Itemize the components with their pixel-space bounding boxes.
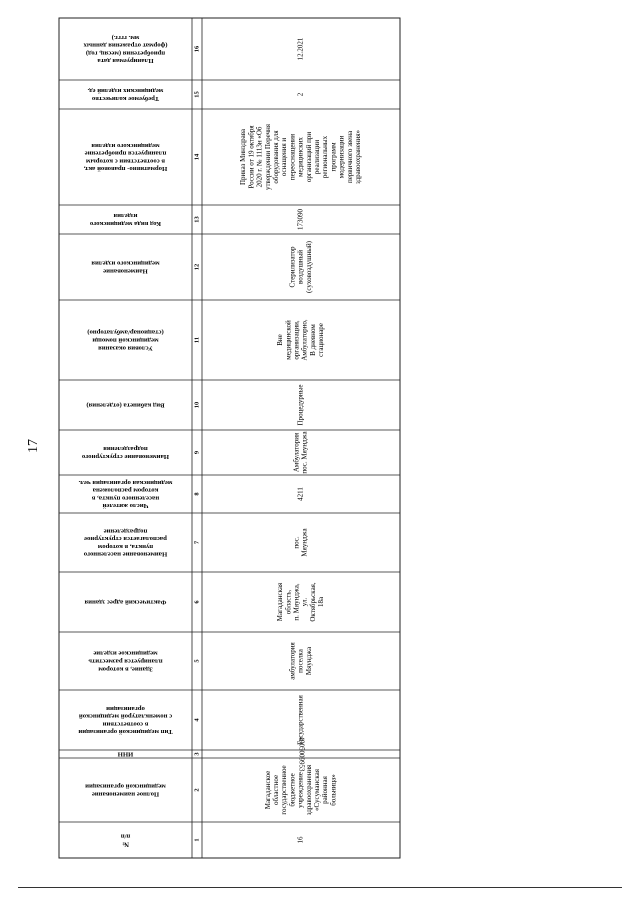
column-header-4-line: с номенклатурой медицинской <box>78 712 173 720</box>
cell-value-2-line: Магаданское <box>263 770 272 810</box>
column-number-16: 16 <box>193 45 201 53</box>
cell-value-5-line: Мяунджа <box>304 646 313 676</box>
column-header-11 <box>87 329 164 352</box>
column-header-4-line: в соответствии <box>102 720 149 728</box>
column-header-12-line: медицинского изделия <box>91 259 160 267</box>
column-header-14 <box>83 142 167 172</box>
cell-value-9 <box>293 431 309 474</box>
cell-value-2-line: районная <box>321 776 330 804</box>
cell-value-14-line: переоснащения <box>288 133 297 181</box>
column-number-12: 12 <box>193 263 201 271</box>
cell-value-6-line: Октябрьская, <box>308 582 317 622</box>
column-header-13-line: Код вида медицинского <box>89 219 162 227</box>
column-number-14: 14 <box>193 153 201 161</box>
column-header-9-line: Наименование структурного <box>81 452 170 460</box>
column-header-6 <box>84 598 166 605</box>
cell-value-14-line: реализации <box>313 139 322 175</box>
column-header-8-line: медицинская организация чел. <box>78 478 173 486</box>
column-header-13 <box>89 212 161 227</box>
cell-value-2-line: здравоохранения <box>304 764 313 816</box>
column-header-15 <box>87 87 163 102</box>
column-header-5-line: Здание, в котором <box>98 665 153 673</box>
column-header-11-line: Условия оказания <box>98 344 153 352</box>
column-header-8-line: котором расположена <box>92 486 159 494</box>
cell-value-6 <box>276 582 325 622</box>
cell-value-11 <box>276 319 325 361</box>
column-number-5: 5 <box>193 659 201 663</box>
cell-value-2-line: «Сусуманская <box>313 769 322 811</box>
cell-value-13-line: 173090 <box>296 209 305 230</box>
column-header-4 <box>78 705 172 735</box>
column-header-7 <box>83 527 167 557</box>
column-header-14-line: планируется приобретение <box>84 149 167 157</box>
column-header-2 <box>85 783 166 798</box>
column-header-3-line: ИНН <box>117 750 134 758</box>
cell-value-2-line: государственное <box>280 765 289 815</box>
cell-value-2-line: бюджетное <box>288 773 297 807</box>
cell-value-3-line: 4905009953 <box>297 736 306 772</box>
cell-value-14-line: региональных <box>321 135 330 179</box>
cell-value-14-line: Приказ Минздрава <box>239 128 248 186</box>
cell-value-12 <box>288 240 312 293</box>
cell-value-9-line: пос. Мяунджа <box>300 431 309 474</box>
column-header-2-line: Полное наименование <box>91 790 160 798</box>
column-header-11-line: (стационар/амбулаторно) <box>87 328 164 336</box>
cell-value-11-line: Амбулаторно, <box>300 319 309 361</box>
column-header-8 <box>78 479 172 509</box>
cell-value-1-line: 16 <box>296 836 305 844</box>
cell-value-11-line: стационаре <box>317 323 326 357</box>
cell-value-13 <box>297 209 305 231</box>
cell-value-9-line: Амбулатория <box>292 432 301 473</box>
cell-value-14-line: медицинских <box>296 137 305 177</box>
cell-value-2-line: областное <box>272 774 281 806</box>
column-header-1-line: п/п <box>120 832 131 840</box>
column-header-16-line: (формат отражения данных <box>83 41 168 49</box>
column-header-3 <box>117 750 133 757</box>
cell-value-2 <box>264 764 338 815</box>
cell-value-11-line: медицинской <box>284 320 293 360</box>
cell-value-7-line: Мяунджа <box>300 528 309 557</box>
cell-value-14-line: России от 19 октября <box>247 125 256 189</box>
column-number-1: 1 <box>193 838 201 842</box>
column-header-12 <box>91 260 160 275</box>
column-number-3: 3 <box>193 752 201 756</box>
column-header-8-line: Число жителей <box>102 502 149 510</box>
column-header-5-line: планируется разместить <box>88 657 163 665</box>
column-number-9: 9 <box>193 450 201 455</box>
cell-value-14-line: первичного звена <box>345 130 354 184</box>
column-number-6: 6 <box>193 600 201 604</box>
cell-value-14-line: 2020 г. № 1113н «Об <box>255 126 264 188</box>
column-header-9 <box>81 445 169 460</box>
cell-value-14-line: здравоохранения» <box>354 129 363 185</box>
column-header-12-line: Наименование <box>103 267 148 275</box>
page-number: 17 <box>26 439 41 453</box>
column-header-4-line: организации <box>106 704 145 712</box>
cell-value-6-line: п. Мяунджа, <box>292 583 301 621</box>
column-header-7-line: подразделение <box>103 527 148 535</box>
cell-value-7-line: пос. <box>292 536 301 549</box>
cell-value-6-line: 18а <box>317 596 326 608</box>
cell-value-8-line: 4211 <box>296 487 305 501</box>
column-header-15-line: Требуемое количество <box>91 94 160 102</box>
cell-value-15-line: 2 <box>296 92 305 97</box>
column-header-16-line: приобретения (месяц, год) <box>85 49 166 57</box>
cell-value-14-line: оснащения и <box>280 137 289 177</box>
column-header-14-line: медицинского изделия <box>91 141 160 149</box>
cell-value-11-line: организации, <box>292 320 301 360</box>
cell-value-10-line: Процедурные <box>296 384 305 426</box>
column-header-11-line: медицинской помощи <box>92 336 159 344</box>
column-header-7-line: пункта, в котором <box>97 542 154 550</box>
cell-value-7 <box>293 528 309 557</box>
cell-value-5-line: амбулатория <box>288 642 297 680</box>
cell-value-11-line: Вне <box>276 334 285 346</box>
cell-value-4 <box>297 694 305 744</box>
column-number-2: 2 <box>193 788 201 792</box>
column-header-13-line: изделия <box>113 212 138 220</box>
column-header-16-line: мм. гггг.) <box>111 33 140 41</box>
column-header-10-line: Вид кабинета (отделения) <box>86 401 165 409</box>
cell-value-16 <box>297 37 305 60</box>
column-header-5-line: медицинское изделие <box>93 649 158 657</box>
column-number-13: 13 <box>193 216 201 223</box>
column-number-8: 8 <box>193 492 201 496</box>
cell-value-11-line: В дневном <box>308 324 317 356</box>
column-number-7: 7 <box>193 540 201 545</box>
column-header-1 <box>121 833 131 848</box>
column-header-4-line: Тип медицинской организации <box>78 728 173 736</box>
column-header-8-line: населенного пункта, в <box>91 494 160 502</box>
cell-value-5-line: поселка <box>296 649 305 673</box>
column-header-14-line: в соответствии с которым <box>85 157 166 165</box>
column-header-2-line: медицинской организации <box>85 782 166 790</box>
column-header-16-line: Планируемая дата <box>97 57 154 65</box>
column-number-11: 11 <box>193 336 201 344</box>
column-header-1-line: № <box>122 840 129 848</box>
cell-value-2-line: учреждение <box>296 772 305 808</box>
column-header-5 <box>88 650 163 673</box>
cell-value-14-line: утверждении Перечня <box>263 123 272 191</box>
column-header-7-line: располагается структурное <box>84 535 167 543</box>
cell-value-14 <box>239 123 362 190</box>
cell-value-14-line: организаций при <box>304 131 313 183</box>
column-number-15: 15 <box>193 91 201 98</box>
column-number-10: 10 <box>193 401 201 409</box>
column-header-16 <box>83 34 168 64</box>
cell-value-14-line: программ <box>329 142 338 172</box>
column-number-4: 4 <box>193 718 201 722</box>
cell-value-15 <box>297 92 305 96</box>
column-header-14-line: Нормативно- правовой акт, <box>83 165 168 173</box>
cell-value-14-line: оборудования для <box>272 130 281 184</box>
cell-value-12-line: воздушный <box>296 249 305 285</box>
bottom-rule <box>18 887 622 888</box>
cell-value-4-line: Государственная <box>296 695 305 745</box>
column-header-15-line: медицинских изделий ед. <box>87 87 164 95</box>
cell-value-6-line: область, <box>284 589 293 615</box>
cell-value-2-line: больница» <box>329 774 338 806</box>
column-header-9-line: подразделения <box>103 445 148 453</box>
cell-value-14-line: модернизации <box>337 135 346 179</box>
cell-value-6-line: Магаданская <box>276 582 285 622</box>
cell-value-12-line: Стерилизатор <box>288 246 297 288</box>
column-header-10 <box>86 401 164 408</box>
cell-value-1 <box>297 836 305 844</box>
cell-value-16-line: 12.2021 <box>296 37 305 61</box>
column-header-6-line: Фактический адрес здания <box>84 598 167 606</box>
cell-value-10 <box>297 385 305 426</box>
cell-value-5 <box>288 642 312 680</box>
cell-value-8 <box>297 487 305 501</box>
cell-value-12-line: (суховоздушный) <box>304 241 313 293</box>
column-header-7-line: Наименование населенного <box>83 550 168 558</box>
cell-value-6-line: ул. <box>300 597 309 607</box>
